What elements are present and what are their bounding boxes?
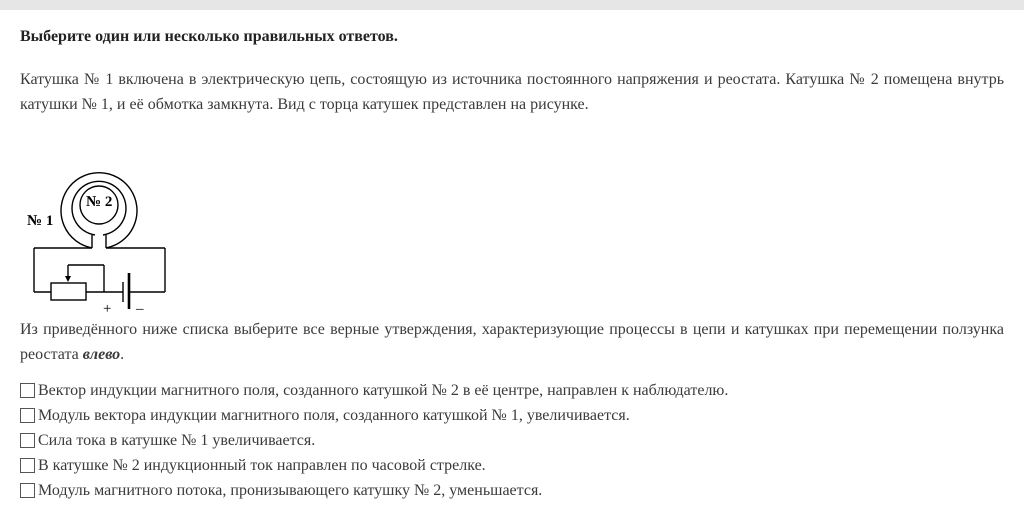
task-text-end: . <box>120 346 125 363</box>
checkbox[interactable] <box>20 383 35 398</box>
answer-label: Модуль магнитного потока, пронизывающего катушку № 2, уменьшается. <box>38 481 543 499</box>
top-bar <box>0 0 1024 10</box>
answer-option-2[interactable] <box>20 403 1004 428</box>
rheostat-slider-arrow <box>65 276 71 282</box>
coil2-label: № 2 <box>86 194 113 210</box>
checkbox[interactable] <box>20 458 35 473</box>
circuit-diagram <box>25 142 175 317</box>
minus-label: – <box>136 301 144 317</box>
checkbox[interactable] <box>20 483 35 498</box>
checkbox[interactable] <box>20 408 35 423</box>
answer-option-4[interactable] <box>20 453 1004 478</box>
answer-label: Сила тока в катушке № 1 увеличивается. <box>38 431 316 449</box>
answer-label: В катушке № 2 индукционный ток направлен по часовой стрелке. <box>38 456 486 474</box>
answer-label: Модуль вектора индукции магнитного поля, созданного катушкой № 1, увеличивается. <box>38 406 630 424</box>
answer-option-5[interactable] <box>20 478 1004 503</box>
rheostat <box>51 283 86 300</box>
coil1-label: № 1 <box>27 213 54 229</box>
answer-option-3[interactable] <box>20 428 1004 453</box>
problem-text: Катушка № 1 включена в электрическую цепь, состоящую из источника постоянного напряжения и реостата. Катушка № 2 помещена внутрь катушки № 1, и её обмотка замкнута. Вид с торца катушек представлен на рисунке. <box>20 71 1004 113</box>
instruction-text: Выберите один или несколько правильных ответов. <box>20 28 398 45</box>
checkbox[interactable] <box>20 433 35 448</box>
answer-list <box>20 378 1004 503</box>
task-text-main: Из приведённого ниже списка выберите все верные утверждения, характеризующие процессы в цепи и катушках при перемещении ползунка реостата <box>20 321 1004 363</box>
question-content <box>20 27 1004 499</box>
answer-label: Вектор индукции магнитного поля, созданного катушкой № 2 в её центре, направлен к наблюдателю. <box>38 381 729 399</box>
task-text-emphasis: влево <box>82 346 121 363</box>
plus-label: + <box>103 301 112 317</box>
answer-option-1[interactable] <box>20 378 1004 403</box>
circuit-figure <box>25 142 175 317</box>
task-text <box>20 317 1004 367</box>
